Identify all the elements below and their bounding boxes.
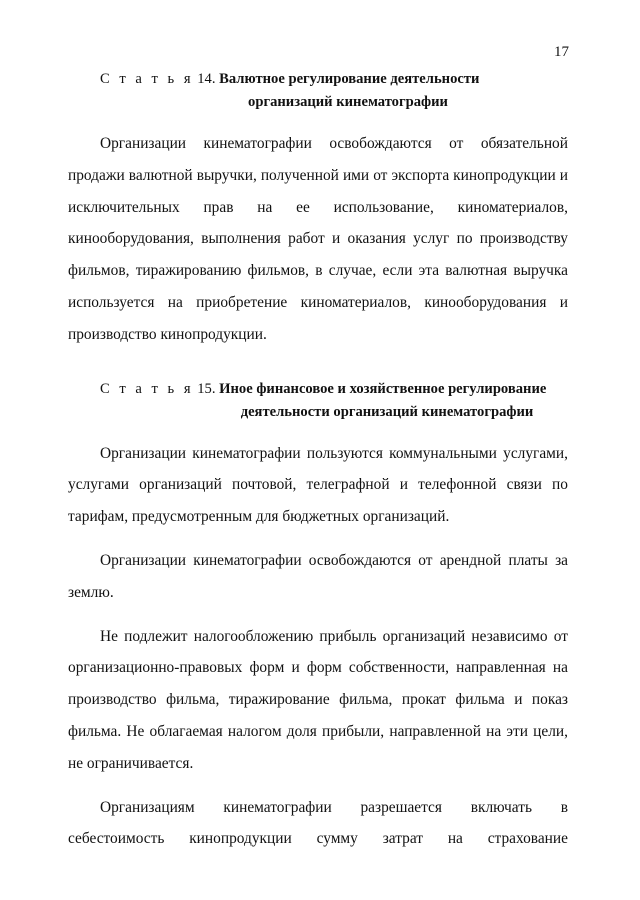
page-number: 17: [554, 44, 569, 60]
article-number: 15.: [197, 380, 216, 397]
article-label: С т а т ь я: [100, 380, 194, 397]
article-15-paragraph-1: Организации кинематографии пользуются коммунальными услугами, услугами организаций почтовой, телеграфной и телефонной связи по тарифам, предусмотренным для бюджетных организаций.: [68, 444, 568, 526]
article-14-heading: [100, 68, 568, 114]
article-15-paragraph-4: Организациям кинематографии разрешается включать в себестоимость кинопродукции сумму затрат на страхование: [68, 798, 568, 848]
article-title-line-2: организаций кинематографии: [248, 94, 448, 110]
page-content: [68, 68, 568, 855]
article-title-line-1: Иное финансовое и хозяйственное регулирование: [219, 380, 547, 397]
article-title-line-2: деятельности организаций кинематографии: [240, 403, 534, 420]
article-15-paragraph-2: Организации кинематографии освобождаются от арендной платы за землю.: [68, 551, 568, 601]
article-label: С т а т ь я: [100, 71, 194, 87]
article-15-heading: [100, 378, 568, 424]
article-title-line-1: Валютное регулирование деятельности: [219, 71, 480, 87]
article-15-paragraph-3: Не подлежит налогообложению прибыль организаций независимо от организационно-правовых форм и форм собственности, направленная на производство фильма, тиражирование фильма, прокат фильма и показ фильма. Не облагаемая налогом доля прибыли, направленной на эти цели, не ограничивается.: [68, 627, 568, 772]
article-number: 14.: [197, 71, 216, 87]
article-14-paragraph: Организации кинематографии освобождаются от обязательной продажи валютной выручки, полученной ими от экспорта кинопродукции и исключительных прав на ее использование, киноматериалов, кинооборудования, выполнения работ и оказания услуг по производству фильмов, тиражированию фильмов, в случае, если эта валютная выручка используется на приобретение киноматериалов, кинооборудования и производство кинопродукции.: [68, 135, 568, 343]
